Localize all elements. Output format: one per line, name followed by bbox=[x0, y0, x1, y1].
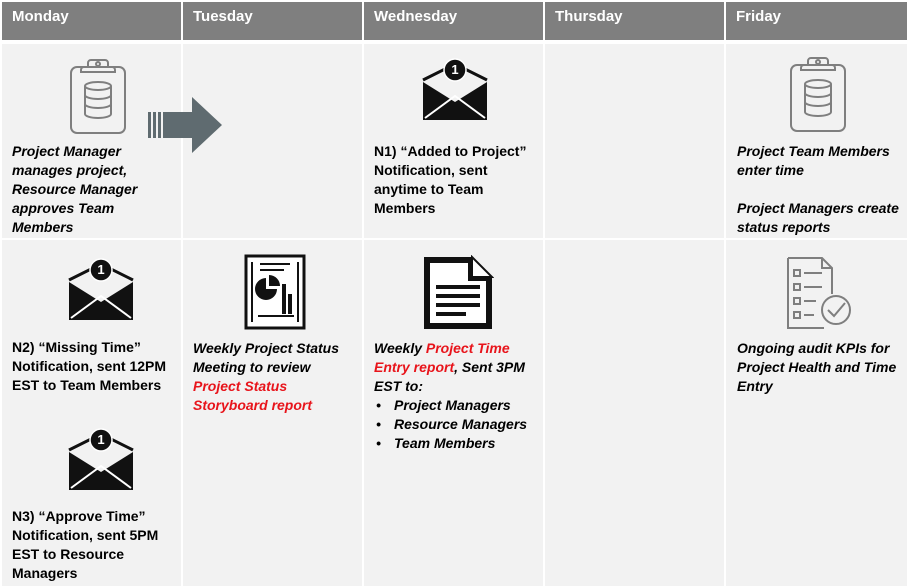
friday-top-text bbox=[737, 142, 899, 237]
friday-top-line: status reports bbox=[737, 219, 831, 235]
monday-n2-line: EST to Team Members bbox=[12, 377, 162, 393]
wednesday-n1-line: Notification, sent bbox=[374, 162, 488, 178]
clipboard-database-icon bbox=[68, 58, 128, 136]
monday-n3-line: N3) “Approve Time” bbox=[12, 508, 146, 524]
cell-thursday-top bbox=[545, 44, 724, 238]
list-item: • Project Managers bbox=[374, 396, 527, 415]
header-friday: Friday bbox=[726, 2, 907, 40]
notification-badge: 1 bbox=[97, 432, 105, 447]
monday-top-text bbox=[12, 142, 137, 237]
wednesday-weekly-text bbox=[374, 339, 527, 453]
friday-bottom-line: Project Health and Time bbox=[737, 359, 897, 375]
cell-thursday-bottom bbox=[545, 240, 724, 586]
monday-n3-text bbox=[12, 507, 158, 583]
monday-top-line: Resource Manager bbox=[12, 181, 138, 197]
monday-n3-line: Managers bbox=[12, 565, 78, 581]
sent-time: , Sent 3PM bbox=[454, 359, 525, 375]
wednesday-n1-line: N1) “Added to Project” bbox=[374, 143, 527, 159]
monday-n2-text bbox=[12, 338, 166, 395]
monday-n3-line: EST to Resource bbox=[12, 546, 125, 562]
friday-top-line: Project Team Members bbox=[737, 143, 890, 159]
friday-top-line: Project Managers create bbox=[737, 200, 899, 216]
right-arrow-icon bbox=[148, 96, 224, 154]
monday-top-line: Members bbox=[12, 219, 74, 235]
est-to-label: EST to: bbox=[374, 378, 423, 394]
wednesday-report-name: Project Time bbox=[425, 340, 510, 356]
monday-top-line: approves Team bbox=[12, 200, 115, 216]
monday-n3-line: Notification, sent 5PM bbox=[12, 527, 159, 543]
header-monday: Monday bbox=[2, 2, 181, 40]
notification-badge: 1 bbox=[97, 262, 105, 277]
monday-n2-line: N2) “Missing Time” bbox=[12, 339, 141, 355]
friday-bottom-text bbox=[737, 339, 896, 396]
tuesday-text bbox=[193, 339, 339, 415]
tuesday-report-name: Project Status bbox=[193, 378, 288, 394]
header-tuesday: Tuesday bbox=[183, 2, 362, 40]
monday-top-line: manages project, bbox=[12, 162, 128, 178]
checklist-icon bbox=[784, 256, 854, 330]
wednesday-n1-text bbox=[374, 142, 526, 218]
tuesday-line: Meeting to review bbox=[193, 359, 311, 375]
friday-bottom-line: Entry bbox=[737, 378, 773, 394]
recipient-list bbox=[374, 396, 527, 453]
clipboard-database-icon bbox=[788, 56, 848, 134]
notification-badge: 1 bbox=[451, 62, 459, 77]
friday-top-line: enter time bbox=[737, 162, 804, 178]
tuesday-report-name: Storyboard report bbox=[193, 397, 313, 413]
list-item: • Team Members bbox=[374, 434, 527, 453]
header-wednesday: Wednesday bbox=[364, 2, 543, 40]
wednesday-n1-line: anytime to Team bbox=[374, 181, 484, 197]
report-chart-icon bbox=[244, 254, 306, 330]
weekly-prefix: Weekly bbox=[374, 340, 426, 356]
wednesday-weekly-line2 bbox=[374, 358, 527, 377]
friday-bottom-line: Ongoing audit KPIs for bbox=[737, 340, 890, 356]
wednesday-weekly-line1 bbox=[374, 339, 527, 358]
header-thursday: Thursday bbox=[545, 2, 724, 40]
tuesday-line: Weekly Project Status bbox=[193, 340, 340, 356]
monday-n2-line: Notification, sent 12PM bbox=[12, 358, 167, 374]
wednesday-report-name: Entry report bbox=[374, 359, 455, 375]
document-icon bbox=[422, 255, 494, 331]
monday-top-line: Project Manager bbox=[12, 143, 121, 159]
wednesday-n1-line: Members bbox=[374, 200, 436, 216]
list-item: • Resource Managers bbox=[374, 415, 527, 434]
